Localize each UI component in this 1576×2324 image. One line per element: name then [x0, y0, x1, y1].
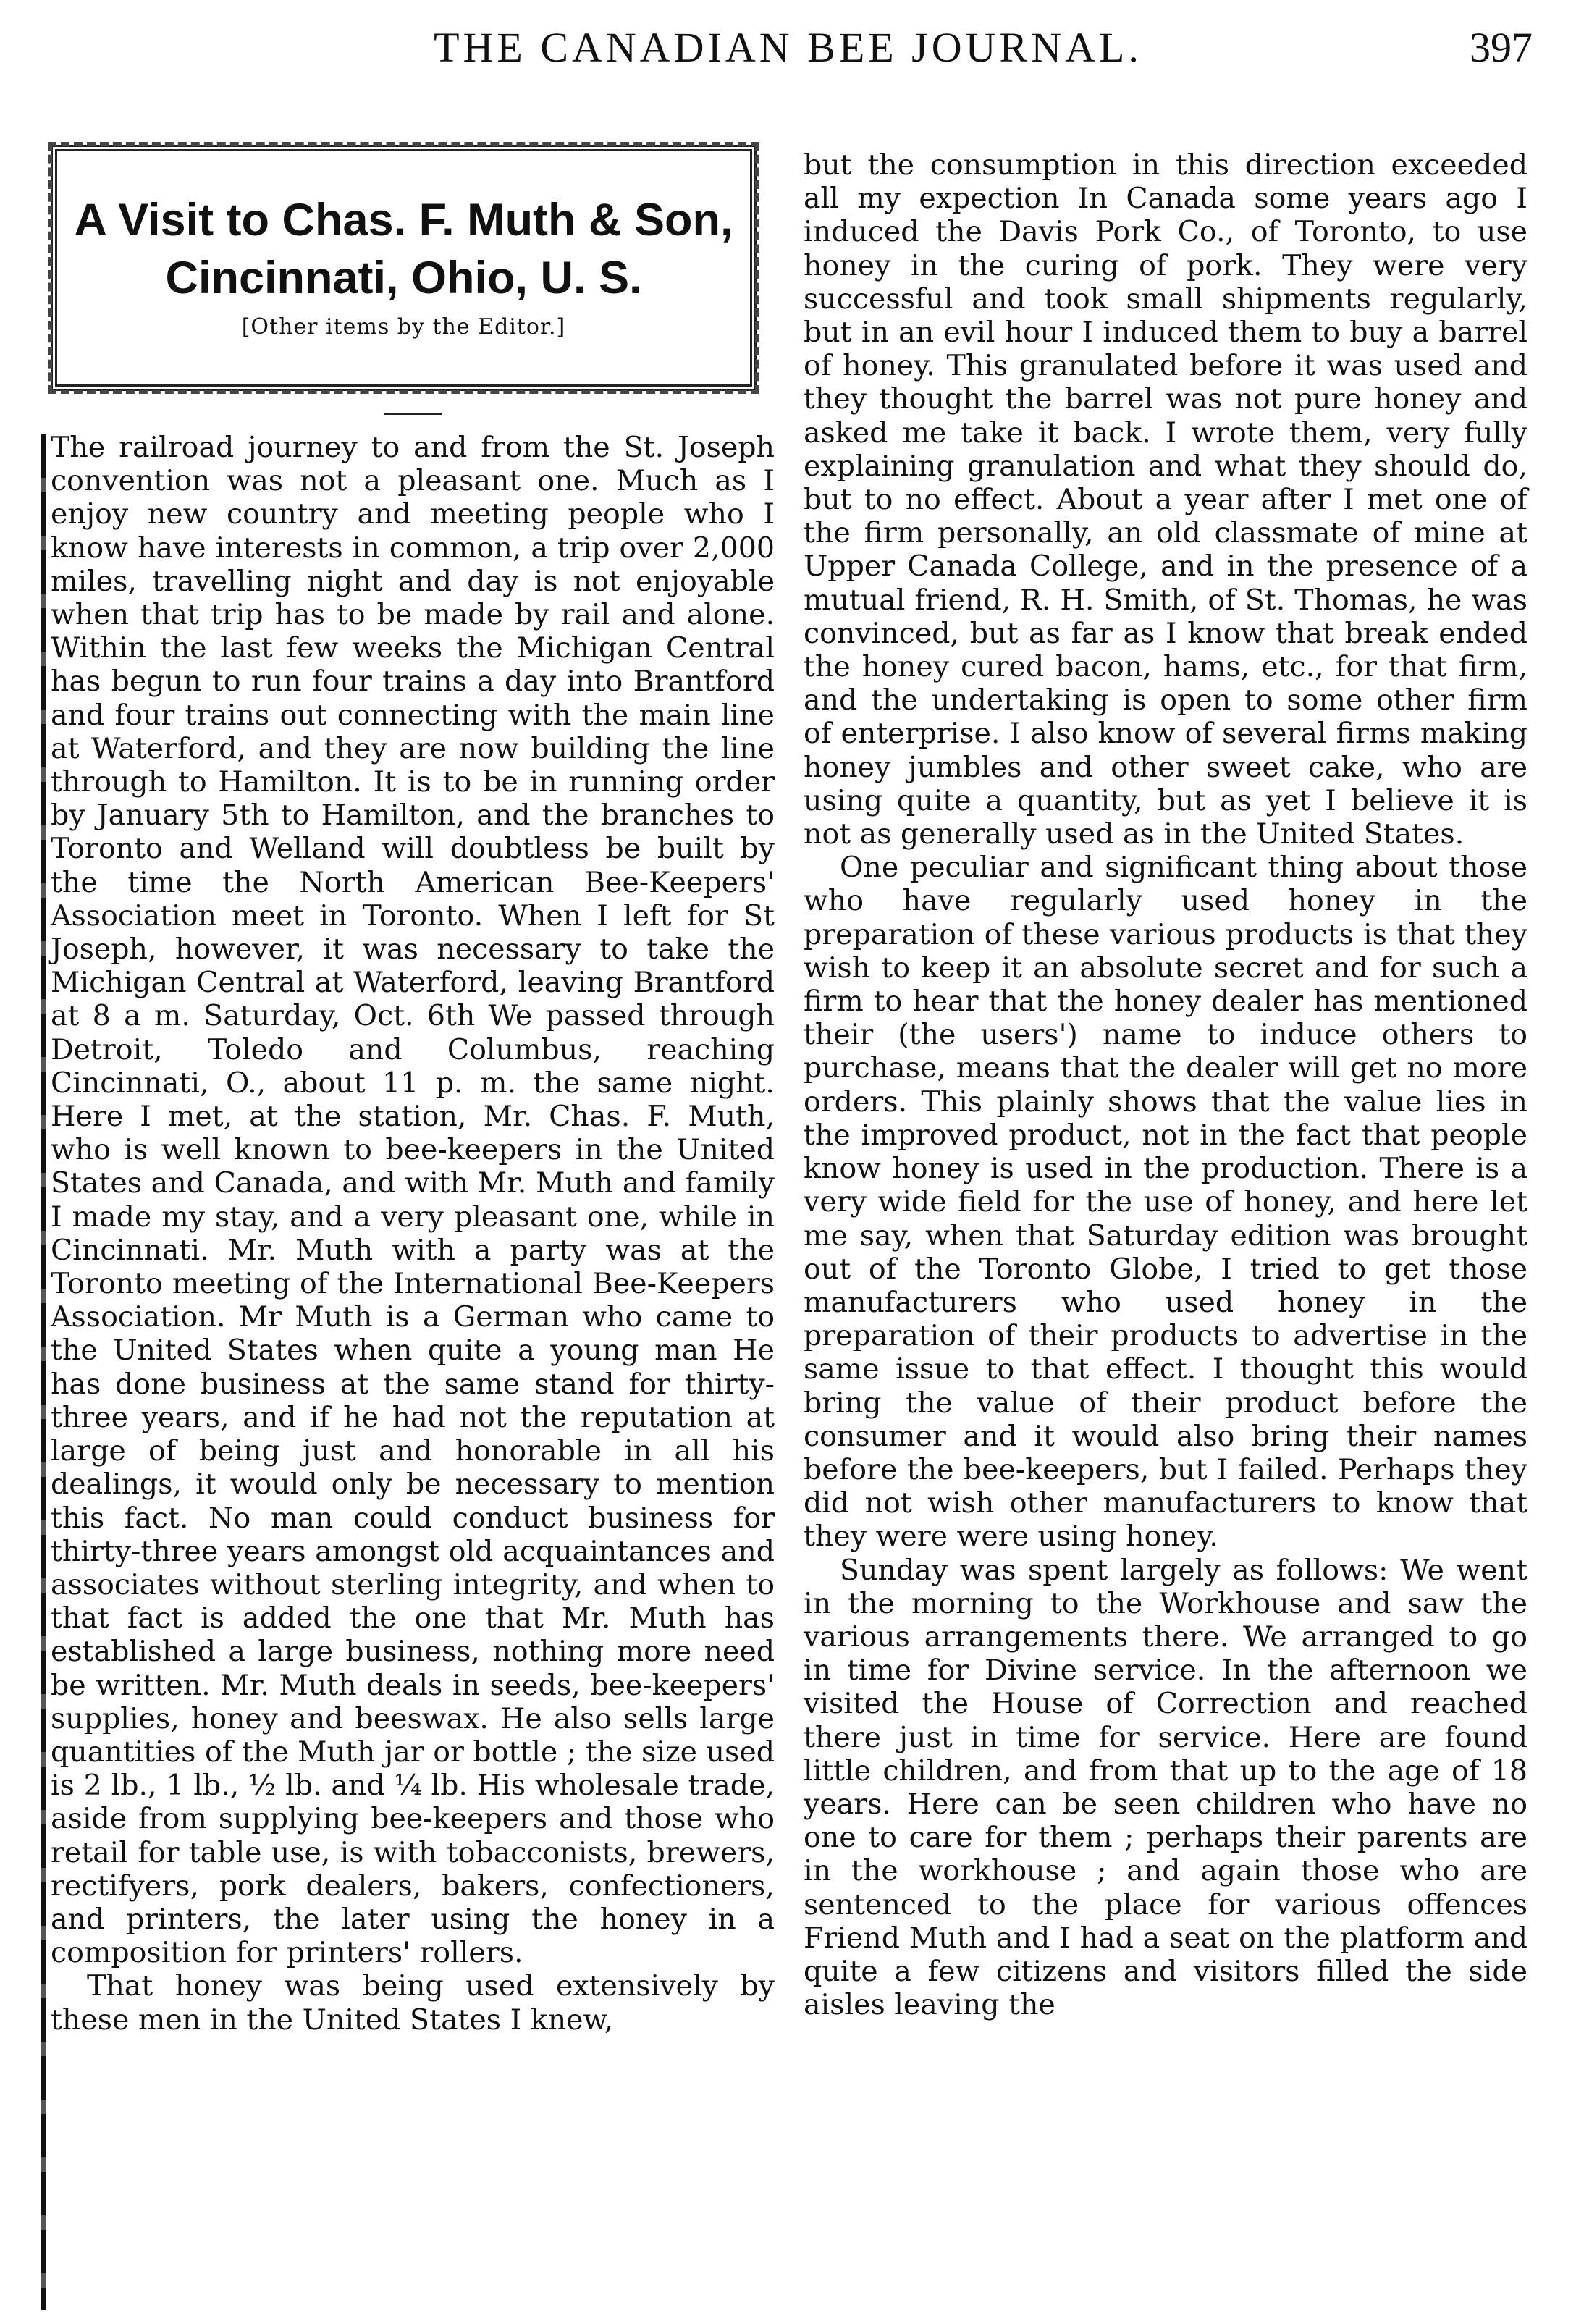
left-column — [51, 431, 775, 2037]
paragraph: One peculiar and significant thing about those who have regularly used honey in the preparation of these various products is that they wish to keep it an absolute secret and for such a firm to hear that the honey dealer has mentioned their (the users') name to induce others to purchase, means that the dealer will get no more orders. This plainly shows that the value lies in the improved product, not in the fact that people know honey is used in the production. There is a very wide field for the use of honey, and here let me say, when that Saturday edition was brought out of the Toronto Globe, I tried to get those manufacturers who used honey in the preparation of their products to advertise in the same issue to that effect. I thought this would bring the value of their product before the consumer and it would also bring their names before the bee-keepers, but I failed. Perhaps they did not wish other manufacturers to know that they were were using honey. — [804, 851, 1527, 1554]
page-number: 397 — [1470, 24, 1533, 71]
section-rule — [384, 413, 442, 415]
article-title-box — [51, 145, 757, 391]
paragraph: That honey was being used extensively by these men in the United States I knew, — [51, 1969, 775, 2037]
running-head — [0, 16, 1576, 88]
article-title-line-2: Cincinnati, Ohio, U. S. — [165, 253, 642, 303]
article-title — [57, 191, 750, 307]
paragraph: Sunday was spent largely as follows: We went in the morning to the Workhouse and saw the various arrangements there. We arranged to go in time for Divine service. In the afternoon we visited the House of Correction and reached there just in time for service. Here are found little children, and from that up to the age of 18 years. Here can be seen children who have no one to care for them ; perhaps their parents are in the workhouse ; and again those who are sentenced to the place for various offences Friend Muth and I had a seat on the platform and quite a few citizens and visitors filled the side aisles leaving the — [804, 1553, 1527, 2022]
article-byline: [Other items by the Editor.] — [241, 314, 566, 340]
margin-bar — [41, 434, 46, 2310]
paragraph: but the consumption in this direction exceeded all my expection In Canada some years ago I induced the Davis Pork Co., of Toronto, to use honey in the curing of pork. They were very successful and took small shipments regularly, but in an evil hour I induced them to buy a barrel of honey. This granulated before it was used and they thought the barrel was not pure honey and asked me take it back. I wrote them, very fully explaining granulation and what they should do, but to no effect. About a year after I met one of the firm personally, an old classmate of mine at Upper Canada College, and in the presence of a mutual friend, R. H. Smith, of St. Thomas, he was convinced, but as far as I know that break ended the honey cured bacon, hams, etc., for that firm, and the undertaking is open to some other firm of enterprise. I also know of several firms making honey jumbles and other sweet cake, who are using quite a quantity, but as yet I believe it is not as generally used as in the United States. — [804, 148, 1527, 851]
running-title: THE CANADIAN BEE JOURNAL. — [434, 24, 1142, 71]
paragraph: The railroad journey to and from the St. Joseph convention was not a pleasant one. Much as I enjoy new country and meeting people who I know have interests in common, a trip over 2,000 miles, travelling night and day is not enjoyable when that trip has to be made by rail and alone. Within the last few weeks the Michigan Central has begun to run four trains a day into Brantford and four trains out connecting with the main line at Waterford, and they are now building the line through to Hamilton. It is to be in running order by January 5th to Hamilton, and the branches to Toronto and Welland will doubtless be built by the time the North American Bee-Keepers' Association meet in Toronto. When I left for St Joseph, however, it was necessary to take the Michigan Central at Waterford, leaving Brantford at 8 a m. Saturday, Oct. 6th We passed through Detroit, Toledo and Columbus, reaching Cincinnati, O., about 11 p. m. the same night. Here I met, at the station, Mr. Chas. F. Muth, who is well known to bee-keepers in the United States and Canada, and with Mr. Muth and family I made my stay, and a very pleasant one, while in Cincinnati. Mr. Muth with a party was at the Toronto meeting of the International Bee-Keepers Association. Mr Muth is a German who came to the United States when quite a young man He has done business at the same stand for thirty-three years, and if he had not the reputation at large of being just and honorable in all his dealings, it would only be necessary to mention this fact. No man could conduct business for thirty-three years amongst old acquaintances and associates without sterling integrity, and when to that fact is added the one that Mr. Muth has established a large business, nothing more need be written. Mr. Muth deals in seeds, bee-keepers' supplies, honey and beeswax. He also sells large quantities of the Muth jar or bottle ; the size used is 2 lb., 1 lb., ½ lb. and ¼ lb. His wholesale trade, aside from supplying bee-keepers and those who retail for table use, is with tobacconists, brewers, rectifyers, pork dealers, bakers, confectioners, and printers, the later using the honey in a composition for printers' rollers. — [51, 431, 775, 1970]
right-column — [804, 148, 1527, 2021]
article-title-line-1: A Visit to Chas. F. Muth & Son, — [74, 195, 733, 245]
